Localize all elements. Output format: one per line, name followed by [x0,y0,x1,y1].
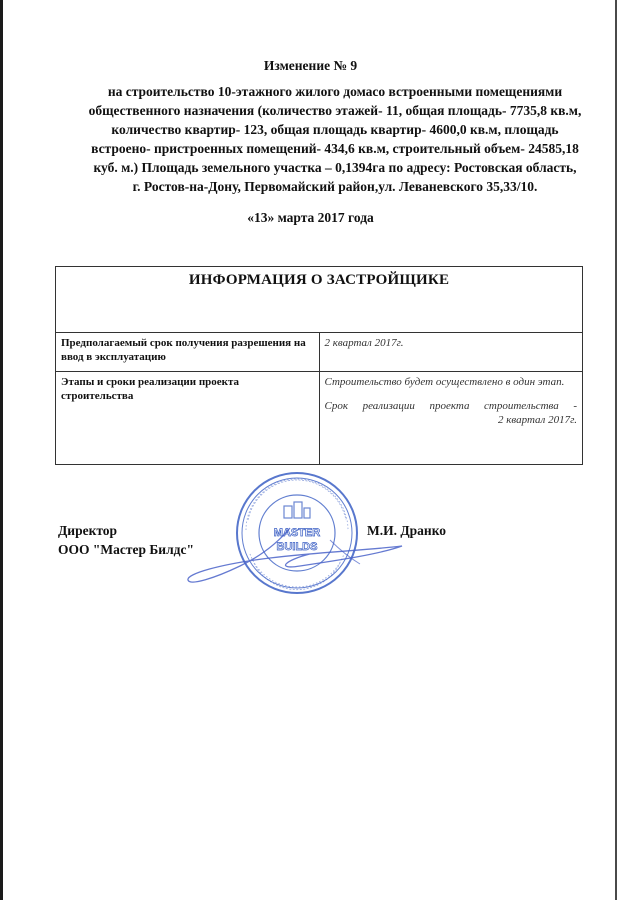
stamp-center-top: MASTER [273,527,321,539]
row-value-permit-date: 2 квартал 2017г. [319,333,583,372]
signer-name: М.И. Дранко [367,523,447,538]
page-left-edge [0,0,3,900]
row-value-stages [319,372,583,465]
table-title-row [56,267,583,333]
table-row [56,333,583,372]
stage-text: Строительство будет осуществлено в один этап. [324,376,565,388]
table-title: ИНФОРМАЦИЯ О ЗАСТРОЙЩИКЕ [56,267,583,333]
page-right-edge [615,0,617,900]
duration-text-end: 2 квартал 2017г. [498,414,577,426]
document-description [70,82,600,196]
stamp-center-bottom: BUILDS [276,541,318,553]
description-line: встроено- пристроенных помещений- 434,6 кв.м, строительный объем- 24585,18 [91,141,579,156]
signer-company: ООО "Мастер Билдс" [58,542,194,557]
duration-text: Срок реализации проекта строительства - [324,400,577,412]
signer-position: Директор [58,523,118,538]
description-line: общественного назначения (количество этажей- 11, общая площадь- 7735,8 кв.м, [88,103,582,118]
table-row [56,372,583,465]
developer-info-table [55,266,583,465]
description-line: количество квартир- 123, общая площадь квартир- 4600,0 кв.м, площадь [111,122,559,137]
document-date: «13» марта 2017 года [247,210,374,225]
row-label-stages: Этапы и сроки реализации проекта строительства [56,372,320,465]
document-heading: Изменение № 9 [263,58,358,73]
description-line: на строительство 10-этажного жилого домасо встроенными помещениями [107,84,563,99]
description-line: куб. м.) Площадь земельного участка – 0,1394га по адресу: Ростовская область, [93,160,577,175]
row-label-permit-date: Предполагаемый срок получения разрешения на ввод в эксплуатацию [56,333,320,372]
description-line: г. Ростов-на-Дону, Первомайский район,ул. Леваневского 35,33/10. [132,179,538,194]
